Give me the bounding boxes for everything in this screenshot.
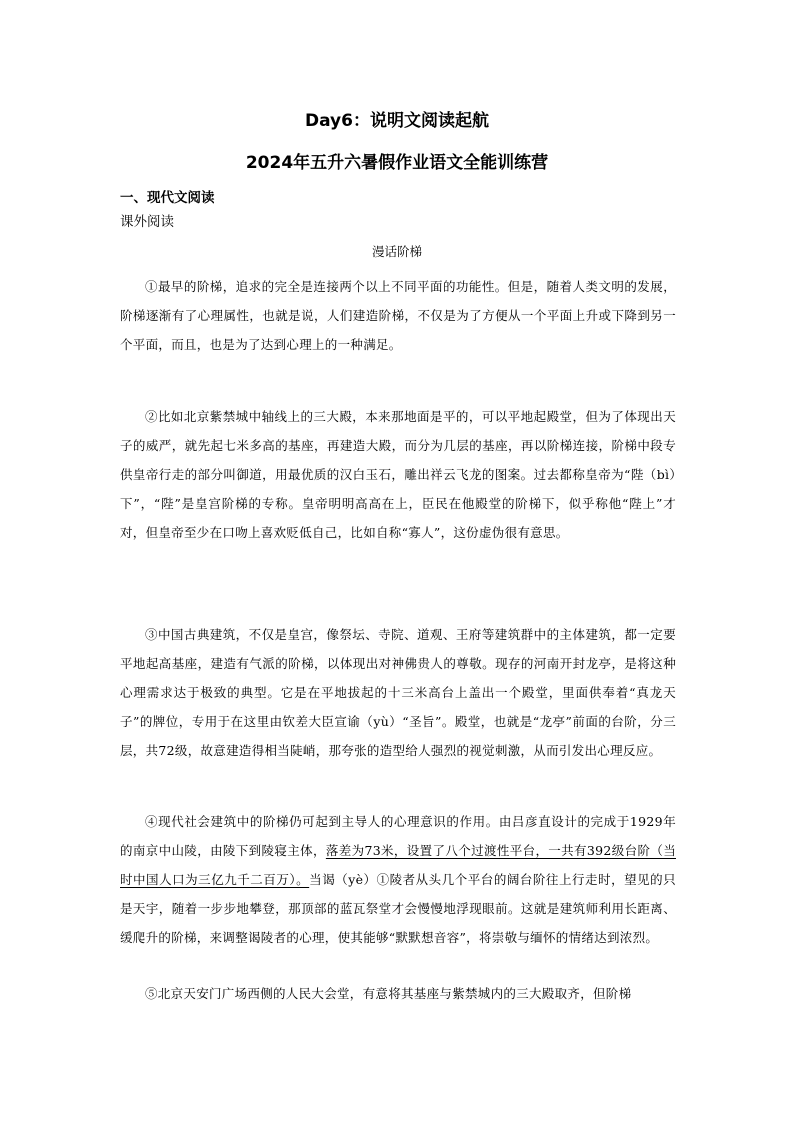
paragraph-3: ③中国古典建筑，不仅是皇宫，像祭坛、寺院、道观、王府等建筑群中的主体建筑，都一定要平地起高基座，建造有气派的阶梯，以体现出对神佛贵人的尊敬。现存的河南开封龙亭，是将这种心理需求达于极致的典型。它是在平地拔起的十三米高台上盖出一个殿堂，里面供奉着“真龙天子”的牌位，专用于在这里由钦差大臣宣谕（yù）“圣旨”。殿堂，也就是“龙亭”前面的台阶，分三层，共72级，故意建造得相当陡峭，那夸张的造型给人强烈的视觉刺激，从而引发出心理反应。 [120,627,676,758]
article-title: 漫话阶梯 [371,244,422,259]
underlined-sentence: 落差为73米，设置了八个过渡性平台，一共有392级台阶（当时中国人口为三亿九千二百万）。 [120,843,676,887]
page-title: Day6：说明文阅读起航 [305,111,489,131]
paragraph-2: ②比如北京紫禁城中轴线上的三大殿，本来那地面是平的，可以平地起殿堂，但为了体现出天子的威严，就先起七米多高的基座，再建造大殿，而分为几层的基座，再以阶梯连接，阶梯中段专供皇帝行走的部分叫御道，用最优质的汉白玉石，雕出祥云飞龙的图案。过去都称皇帝为“陛（bì）下”，“陛”是皇宫阶梯的专称。皇帝明明高高在上，臣民在他殿堂的阶梯下，似乎称他“陛上”才对，但皇帝至少在口吻上喜欢贬低自己，比如自称“寡人”，这份虚伪很有意思。 [120,409,676,540]
paragraph-4-text-a: ④现代社会建筑中的阶梯仍可起到主导人的心理意识的作用。由吕彦直设计的完成于1929年的南京中山陵，由陵下到陵寝主体， [120,814,676,858]
paragraph-4-text-b: 当谒（yè）①陵者从头几个平台的阔台阶往上行走时，望见的只是天宇，随着一步步地攀登，那顶部的蓝瓦祭堂才会慢慢地浮现眼前。这就是建筑师利用长距离、缓爬升的阶梯，来调整谒陵者的心理，使其能够“默默想音容”，将崇敬与缅怀的情绪达到浓烈。 [120,872,676,945]
paragraph-4 [120,807,676,952]
paragraph-1: ①最早的阶梯，追求的完全是连接两个以上不同平面的功能性。但是，随着人类文明的发展，阶梯逐渐有了心理属性，也就是说，人们建造阶梯，不仅是为了方便从一个平面上升或下降到另一个平面，而且，也是为了达到心理上的一种满足。 [120,279,676,352]
section-heading: 一、现代文阅读 [120,190,215,206]
paragraph-5: ⑤北京天安门广场西侧的人民大会堂，有意将其基座与紫禁城内的三大殿取齐，但阶梯 [145,986,632,1001]
section-subheading: 课外阅读 [120,214,174,230]
page-subtitle: 2024年五升六暑假作业语文全能训练营 [245,153,549,173]
